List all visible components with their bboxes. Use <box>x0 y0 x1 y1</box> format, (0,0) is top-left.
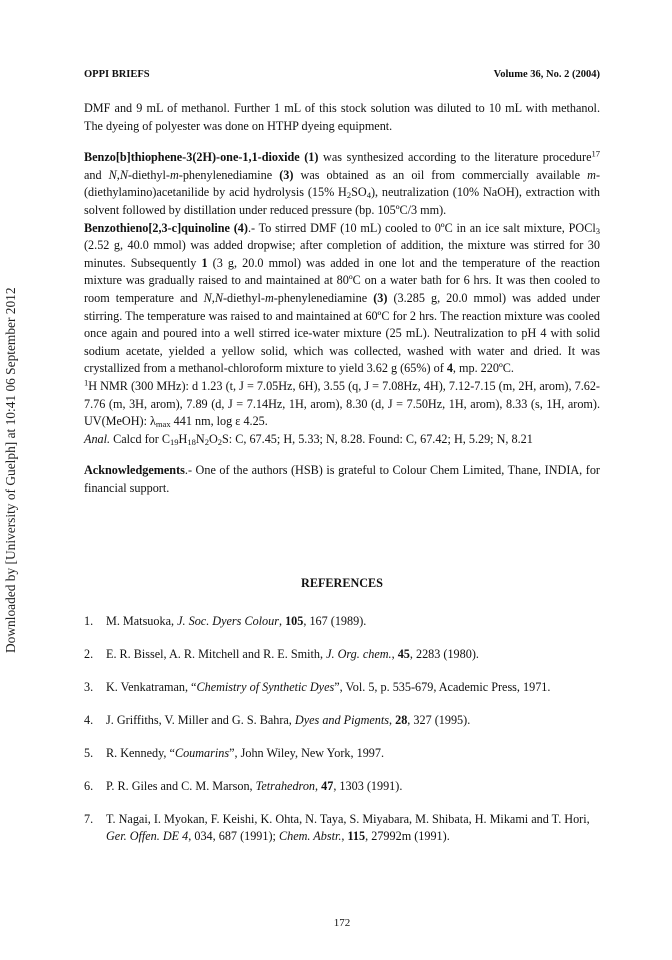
page-number: 172 <box>333 917 351 929</box>
paragraph-intro: DMF and 9 mL of methanol. Further 1 mL of this stock solution was diluted to 10 mL with methanol. The dyeing of polyester was done on HTHP dyeing equipment. <box>84 101 600 133</box>
references-list <box>84 613 600 861</box>
paragraph-quinoline: Benzothieno[2,3-c]quinoline (4).- To stirred DMF (10 mL) cooled to 0ºC in an ice salt mixture, POCl$_3$ (2.52 g, 40.0 mmol) was added dropwise; after completion of addition, the mixture was stirred for 30 minutes. Subsequently 1 (3 g, 20.0 mmol) was added in one lot and the temperature of the reaction mixture was gradually raised to and maintained at 80ºC on a water bath for 6 hrs. It was then cooled to room temperature and N,N-diethyl-m-phenylenediamine (3) (3.285 g, 20.0 mmol) was added under stirring. The temperature was raised to and maintained at 60ºC for 2 hrs. The reaction mixture was cooled once again and poured into a well stirred ice-water mixture (25 mL). Neutralization to pH 4 with solid sodium acetate, yielded a yellow solid, which was collected, washed with water and dried. It was crystallized from a methanol-chloroform mixture to yield 3.62 g (65%) of 4, mp. 220ºC. <box>84 220 600 376</box>
article-body <box>84 100 600 497</box>
citation-sup: 17 <box>591 148 601 159</box>
reference-item: 6. P. R. Giles and C. M. Marson, Tetrahedron, 47, 1303 (1991). <box>84 779 403 793</box>
volume-info: Volume 36, No. 2 (2004) <box>493 69 600 80</box>
compound-name: Benzo[b]thiophene-3(2H)-one-1,1-dioxide (1) <box>84 150 319 165</box>
paragraph-acknowledgements: Acknowledgements.- One of the authors (HSB) is grateful to Colour Chem Limited, Thane, INDIA, for financial support. <box>84 463 600 495</box>
journal-name: OPPI BRIEFS <box>84 69 150 80</box>
download-watermark: Downloaded by [University of Guelph] at 10:41 06 September 2012 <box>3 287 18 653</box>
reference-item: 4. J. Griffiths, V. Miller and G. S. Bahra, Dyes and Pigments, 28, 327 (1995). <box>84 713 471 727</box>
references-heading: REFERENCES <box>301 576 383 590</box>
paragraph-analysis: Anal. Calcd for $C_{19}H_{18}N_2O_2S$: C, 67.45; H, 5.33; N, 8.28. Found: C, 67.42; H, 5.29; N, 8.21 <box>84 431 533 447</box>
reference-item: 5. R. Kennedy, “Coumarins”, John Wiley, New York, 1997. <box>84 746 385 760</box>
compound-name: Benzothieno[2,3-c]quinoline (4) <box>84 220 248 235</box>
paragraph-benzothiophene: Benzo[b]thiophene-3(2H)-one-1,1-dioxide (1) was synthesized according to the literature procedure$^{17}$ and N,N-diethyl-m-phenylenediamine (3) was obtained as an oil from commercially available m-(diethylamino)acetanilide by acid hydrolysis (15% $H_2SO_4$), neutralization (10% NaOH), extraction with solvent followed by distillation under reduced pressure (bp. 105ºC/3 mm). <box>84 148 601 217</box>
reference-item: 1. M. Matsuoka, J. Soc. Dyers Colour, 105, 167 (1989). <box>84 614 367 628</box>
paragraph-nmr: $^1$H NMR (300 MHz): d 1.23 (t, J = 7.05Hz, 6H), 3.55 (q, J = 7.08Hz, 4H), 7.12-7.15 (m, 2H, arom), 7.62-7.76 (m, 3H, arom), 7.89 (d, J = 7.14Hz, 1H, arom), 8.30 (d, J = 7.50Hz, 1H, arom), 8.33 (s, 1H, arom). UV(MeOH): $\lambda_{max}$ 441 nm, log ε 4.25. <box>84 377 600 430</box>
reference-item: 3. K. Venkatraman, “Chemistry of Synthetic Dyes”, Vol. 5, p. 535-679, Academic Press, 1971. <box>84 680 551 694</box>
reference-item: 2. E. R. Bissel, A. R. Mitchell and R. E. Smith, J. Org. chem., 45, 2283 (1980). <box>84 647 479 661</box>
reference-item: 7. T. Nagai, I. Myokan, F. Keishi, K. Ohta, N. Taya, S. Miyabara, M. Shibata, H. Mikami and T. Hori, Ger. Offen. DE 4, 034, 687 (1991); Chem. Abstr., 115, 27992m (1991). <box>84 812 590 843</box>
